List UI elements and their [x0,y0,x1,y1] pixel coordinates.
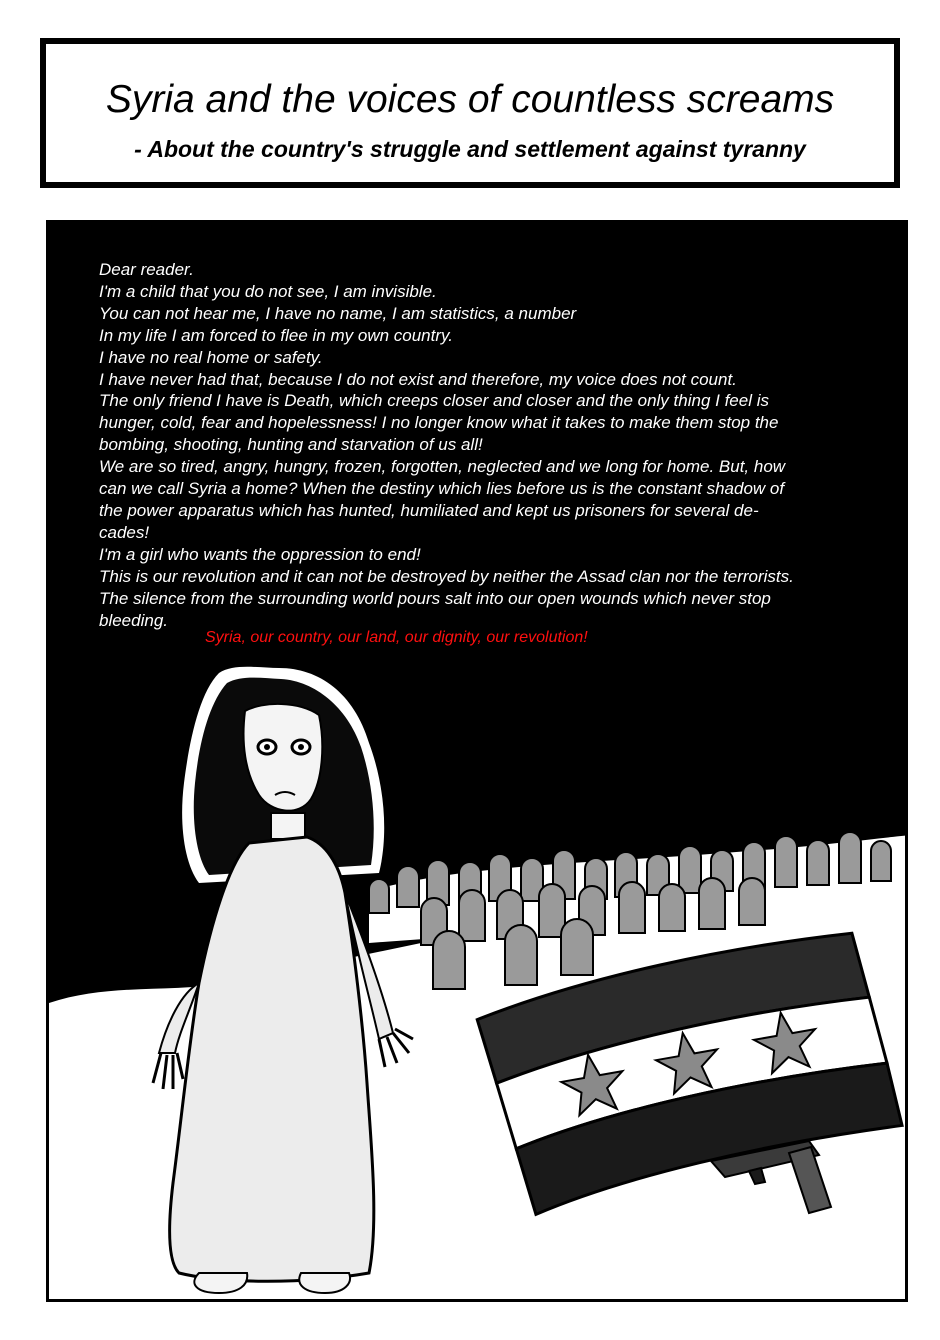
girl-neck [271,813,305,839]
letter-line: I'm a girl who wants the oppression to end! [99,544,421,564]
letter-line: hunger, cold, fear and hopelessness! I no longer know what it takes to make them stop the [99,413,779,433]
letter-line: I have no real home or safety. [99,347,323,367]
letter-text [99,259,879,631]
page-title: Syria and the voices of countless screams [105,78,835,121]
letter-line: You can not hear me, I have no name, I am statistics, a number [99,303,577,323]
girl-figure [153,667,413,1293]
letter-line: I'm a child that you do not see, I am invisible. [99,281,437,301]
letter-line: can we call Syria a home? When the destiny which lies before us is the constant shadow of [99,479,785,499]
title-box [40,38,900,188]
letter-line: cades! [99,522,150,542]
letter-line: Dear reader. [99,260,194,279]
letter-line: bombing, shooting, hunting and starvation of us all! [99,435,483,455]
letter-line: The only friend I have is Death, which creeps closer and closer and the only thing I feel is [99,391,769,411]
letter-line: In my life I am forced to flee in my own country. [99,325,453,345]
page-subtitle: - About the country's struggle and settlement against tyranny [134,136,806,162]
letter-line: The silence from the surrounding world pours salt into our open wounds which never stop [99,588,771,608]
letter-line: We are so tired, angry, hungry, frozen, forgotten, neglected and we long for home. But, how [99,457,786,477]
letter-line: I have never had that, because I do not exist and therefore, my voice does not count. [99,369,737,389]
letter-line: the power apparatus which has hunted, humiliated and kept us prisoners for several de- [99,500,759,520]
comic-panel [46,220,908,1302]
letter-line: bleeding. [99,610,169,630]
letter-line: This is our revolution and it can not be destroyed by neither the Assad clan nor the terrorists. [99,566,794,586]
girl-dress [170,837,374,1281]
slogan-text: Syria, our country, our land, our dignity, our revolution! [205,629,588,646]
